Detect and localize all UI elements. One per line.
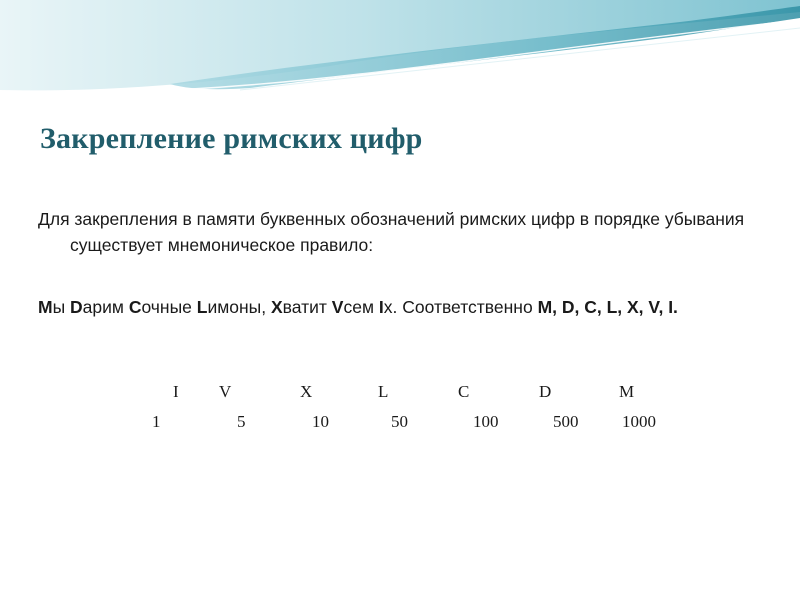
mnemonic-initial: V: [331, 297, 344, 317]
roman-numeral: V: [219, 382, 232, 401]
header-wave-decoration: [0, 0, 800, 100]
roman-numeral: D: [539, 382, 552, 401]
mnemonic-initial: L: [196, 297, 208, 317]
arabic-value: 1: [152, 412, 161, 431]
arabic-value: 1000: [622, 412, 656, 431]
intro-paragraph: Для закрепления в памяти буквенных обозначений римских цифр в порядке убывания существует мнемоническое правило:: [38, 209, 745, 255]
roman-numeral: I: [173, 382, 179, 401]
mnemonic-rule: Мы Dарим Cочные Lимоны, Xватит Vсем Iх. Соответственно M, D, C, L, X, V, I.: [38, 297, 678, 317]
numeral-sequence: M, D, C, L, X, V, I.: [537, 297, 678, 317]
arabic-value: 5: [237, 412, 246, 431]
wave-top-fill: [0, 0, 800, 90]
arabic-value: 100: [473, 412, 499, 431]
roman-numeral: C: [458, 382, 470, 401]
mnemonic-initial: I: [378, 297, 384, 317]
roman-numeral: M: [619, 382, 635, 401]
mnemonic-initial: X: [270, 297, 283, 317]
arabic-value: 10: [312, 412, 329, 431]
mnemonic-initial: М: [38, 297, 53, 317]
roman-numeral: L: [378, 382, 389, 401]
arabic-value: 500: [553, 412, 579, 431]
roman-numerals-row: [0, 382, 800, 404]
arabic-values-row: [0, 412, 800, 434]
arabic-value: 50: [391, 412, 408, 431]
mnemonic-initial: D: [70, 297, 83, 317]
roman-numeral: X: [300, 382, 313, 401]
mnemonic-initial: C: [128, 297, 142, 317]
slide-title: Закрепление римских цифр: [40, 122, 423, 155]
